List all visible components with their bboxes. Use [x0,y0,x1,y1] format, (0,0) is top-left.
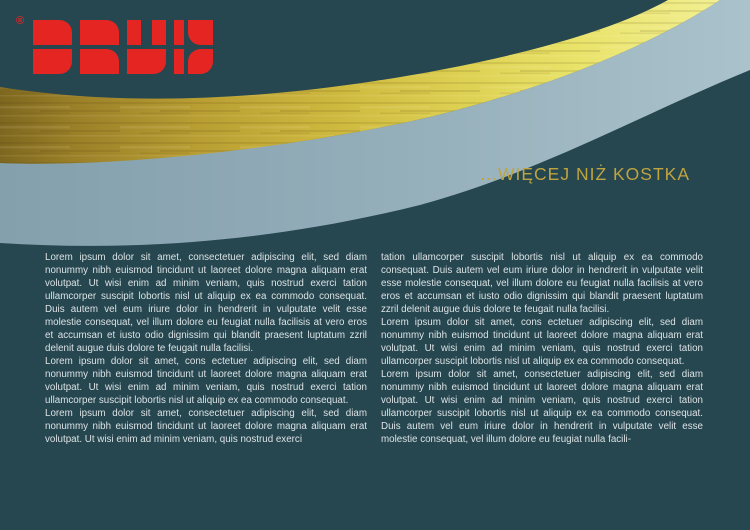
logo-letter-k [174,49,184,74]
text-column-right [381,251,703,446]
paragraph: Lorem ipsum dolor sit amet, consectetuer adipiscing elit, sed diam nonummy nibh euismod tincidunt ut laoreet dolore magna aliquam erat volutpat. Ut wisi enim ad minim veniam, quis nostrud exerci tation ullamcorper suscipit lobortis nisl ut aliquip ex ea commodo consequat. Duis autem vel eum iriure dolor in hendrerit in vulputate velit esse molestie consequat, vel illum dolore eu feugiat nulla facilisis at vero eros et accumsan et iusto odio dignissim qui blandit praesent luptatum zzril delenit augue duis dolore te feugait nulla facilisi. [45,252,367,354]
logo-letter-k [188,49,213,74]
logo-letter-k [188,20,213,45]
text-column-left [45,251,367,446]
logo-letter-u [127,49,166,74]
logo-letter-r [80,20,119,45]
logo-letter-b [33,49,72,74]
body-text [45,251,703,446]
logo-letter-b [33,20,72,45]
tagline: ...WIĘCEJ NIŻ KOSTKA [480,164,690,184]
logo-letter-u [127,20,141,45]
registered-trademark-icon: ® [16,15,25,27]
logo-letter-r [80,49,119,74]
paragraph: Lorem ipsum dolor sit amet, cons ectetuer adipiscing elit, sed diam nonummy nibh euismod tincidunt ut laoreet dolore magna aliquam erat volutpat. Ut wisi enim ad minim veniam, quis nostrud exerci tation ullamcorper suscipit lobortis nisl ut aliquip ex ea commodo consequat. [381,317,703,367]
paragraph: tation ullamcorper suscipit lobortis nisl ut aliquip ex ea commodo consequat. Duis autem vel eum iriure dolor in hendrerit in vulputate velit esse molestie consequat, vel illum dolore eu feugiat nulla facilisis at vero eros et accumsan et iusto odio dignissim qui blandit praesent luptatum zzril delenit augue duis dolore te feugait nulla facilisi. [381,252,703,315]
paragraph: Lorem ipsum dolor sit amet, consectetuer adipiscing elit, sed diam nonummy nibh euismod tincidunt ut laoreet dolore magna aliquam erat volutpat. Ut wisi enim ad minim veniam, quis nostrud exerci [45,408,367,445]
bruk-logo-letters [33,20,213,74]
logo-letter-k [174,20,184,45]
paragraph: Lorem ipsum dolor sit amet, consectetuer adipiscing elit, sed diam nonummy nibh euismod tincidunt ut laoreet dolore magna aliquam erat volutpat. Ut wisi enim ad minim veniam, quis nostrud exerci tation ullamcorper suscipit lobortis nisl ut aliquip ex ea commodo consequat. Duis autem vel eum iriure dolor in hendrerit in vulputate velit esse molestie consequat, vel illum dolore eu feugiat nulla facili- [381,369,703,445]
paragraph: Lorem ipsum dolor sit amet, cons ectetuer adipiscing elit, sed diam nonummy nibh euismod tincidunt ut laoreet dolore magna aliquam erat volutpat. Ut wisi enim ad minim veniam, quis nostrud exerci tation ullamcorper suscipit lobortis nisl ut aliquip ex ea commodo consequat. [45,356,367,406]
bruk-logo [16,15,213,74]
logo-letter-u [152,20,166,45]
